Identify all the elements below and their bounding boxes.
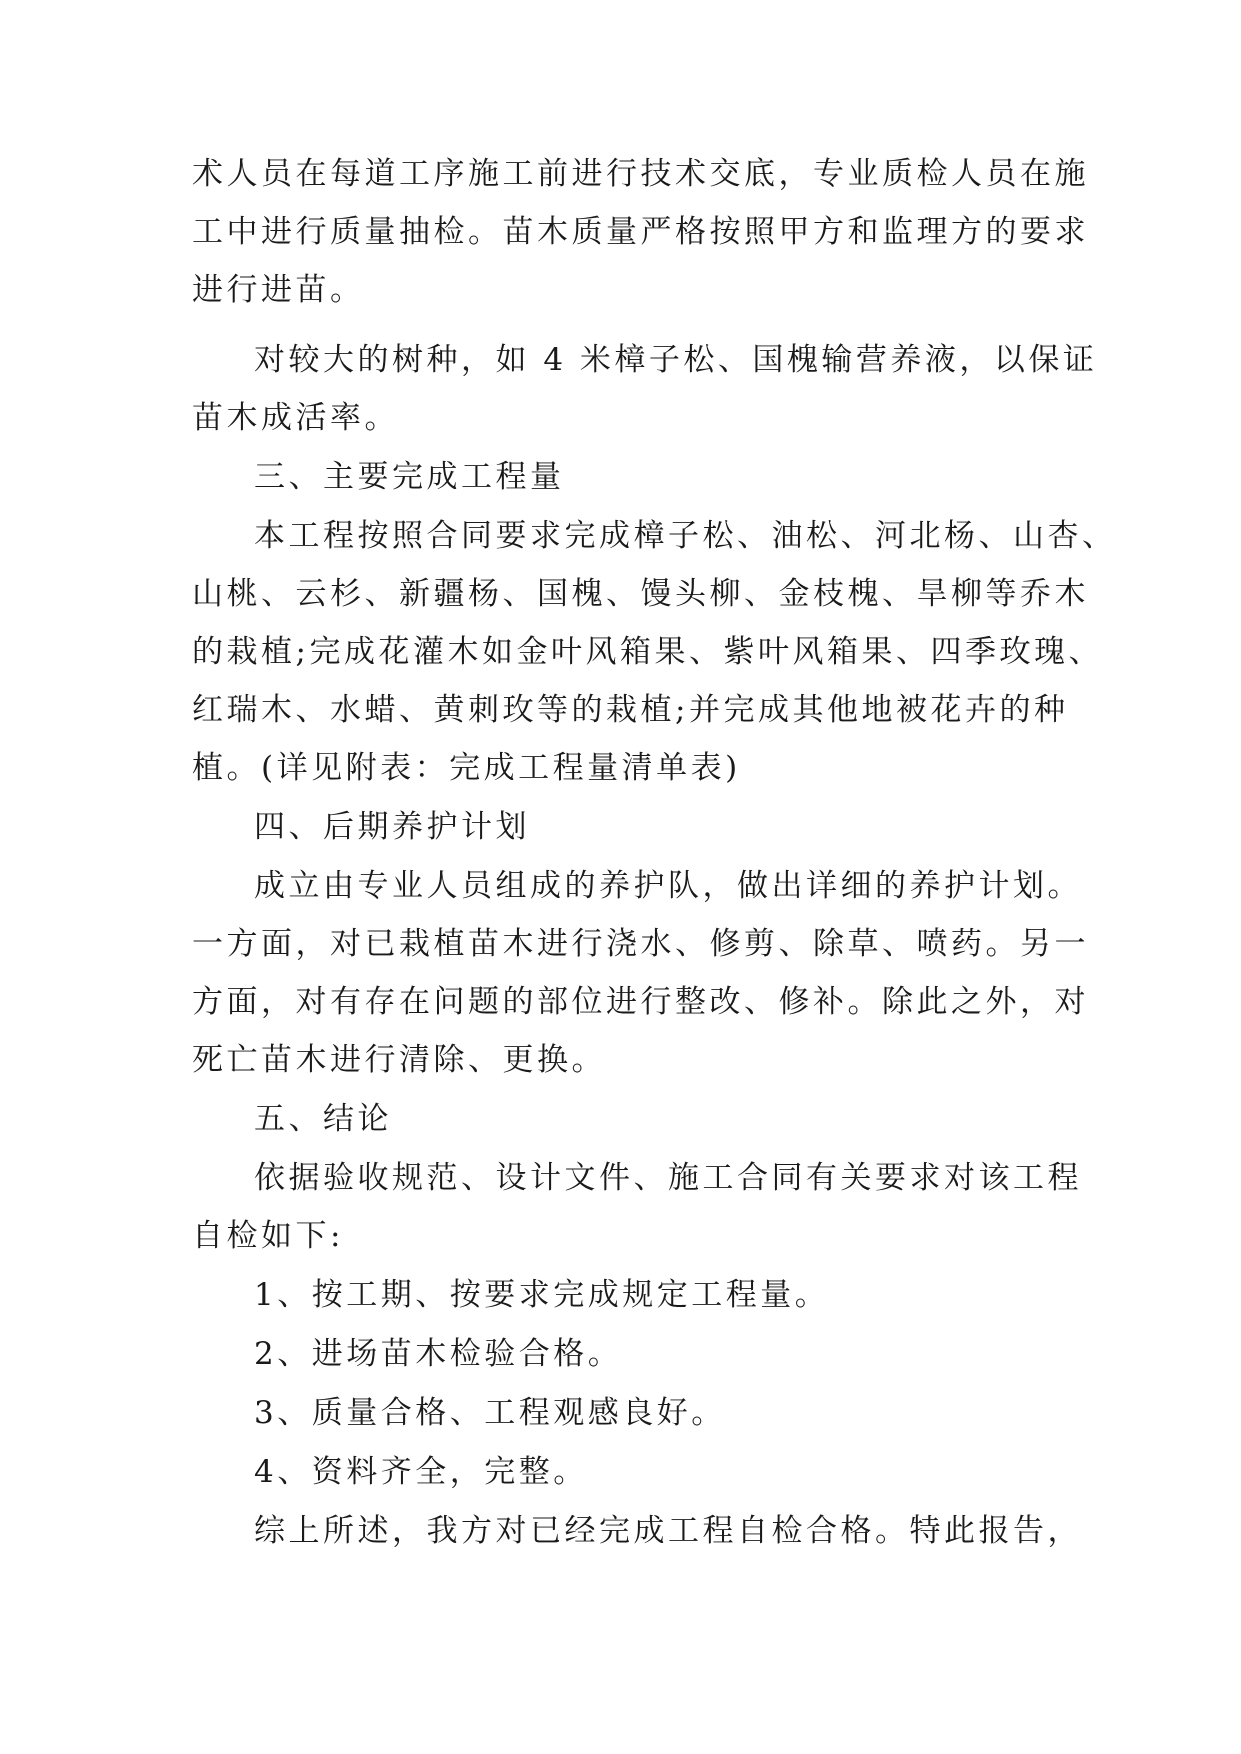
section-heading: 三、主要完成工程量 (254, 459, 565, 495)
paragraph-line: 苗木成活率。 (192, 400, 399, 436)
paragraph-line: 山桃、云杉、新疆杨、国槐、馒头柳、金枝槐、旱柳等乔木 (192, 576, 1089, 612)
list-item: 1、按工期、按要求完成规定工程量。 (254, 1277, 830, 1313)
paragraph-line: 工中进行质量抽检。苗木质量严格按照甲方和监理方的要求 (192, 214, 1089, 250)
paragraph-line: 对较大的树种，如 4 米樟子松、国槐输营养液，以保证 (254, 342, 1098, 378)
paragraph-line: 综上所述，我方对已经完成工程自检合格。特此报告， (254, 1513, 1082, 1549)
paragraph-line: 一方面，对已栽植苗木进行浇水、修剪、除草、喷药。另一 (192, 926, 1089, 962)
section-heading: 五、结论 (254, 1101, 392, 1137)
list-item: 2、进场苗木检验合格。 (254, 1336, 623, 1372)
paragraph-line: 方面，对有存在问题的部位进行整改、修补。除此之外，对 (192, 984, 1089, 1020)
paragraph-line: 术人员在每道工序施工前进行技术交底，专业质检人员在施 (192, 156, 1089, 192)
paragraph-line: 的栽植;完成花灌木如金叶风箱果、紫叶风箱果、四季玫瑰、 (192, 634, 1103, 670)
paragraph-line: 依据验收规范、设计文件、施工合同有关要求对该工程 (254, 1160, 1082, 1196)
paragraph-line: 植。(详见附表：完成工程量清单表) (192, 750, 741, 786)
list-item: 3、质量合格、工程观感良好。 (254, 1395, 726, 1431)
paragraph-line: 本工程按照合同要求完成樟子松、油松、河北杨、山杏、 (254, 518, 1117, 554)
paragraph-line: 自检如下: (192, 1218, 344, 1254)
paragraph-line: 红瑞木、水蜡、黄刺玫等的栽植;并完成其他地被花卉的种 (192, 692, 1069, 728)
section-heading: 四、后期养护计划 (254, 809, 530, 845)
paragraph-line: 死亡苗木进行清除、更换。 (192, 1042, 606, 1078)
paragraph-line: 成立由专业人员组成的养护队，做出详细的养护计划。 (254, 868, 1082, 904)
paragraph-line: 进行进苗。 (192, 272, 365, 308)
list-item: 4、资料齐全，完整。 (254, 1454, 588, 1490)
